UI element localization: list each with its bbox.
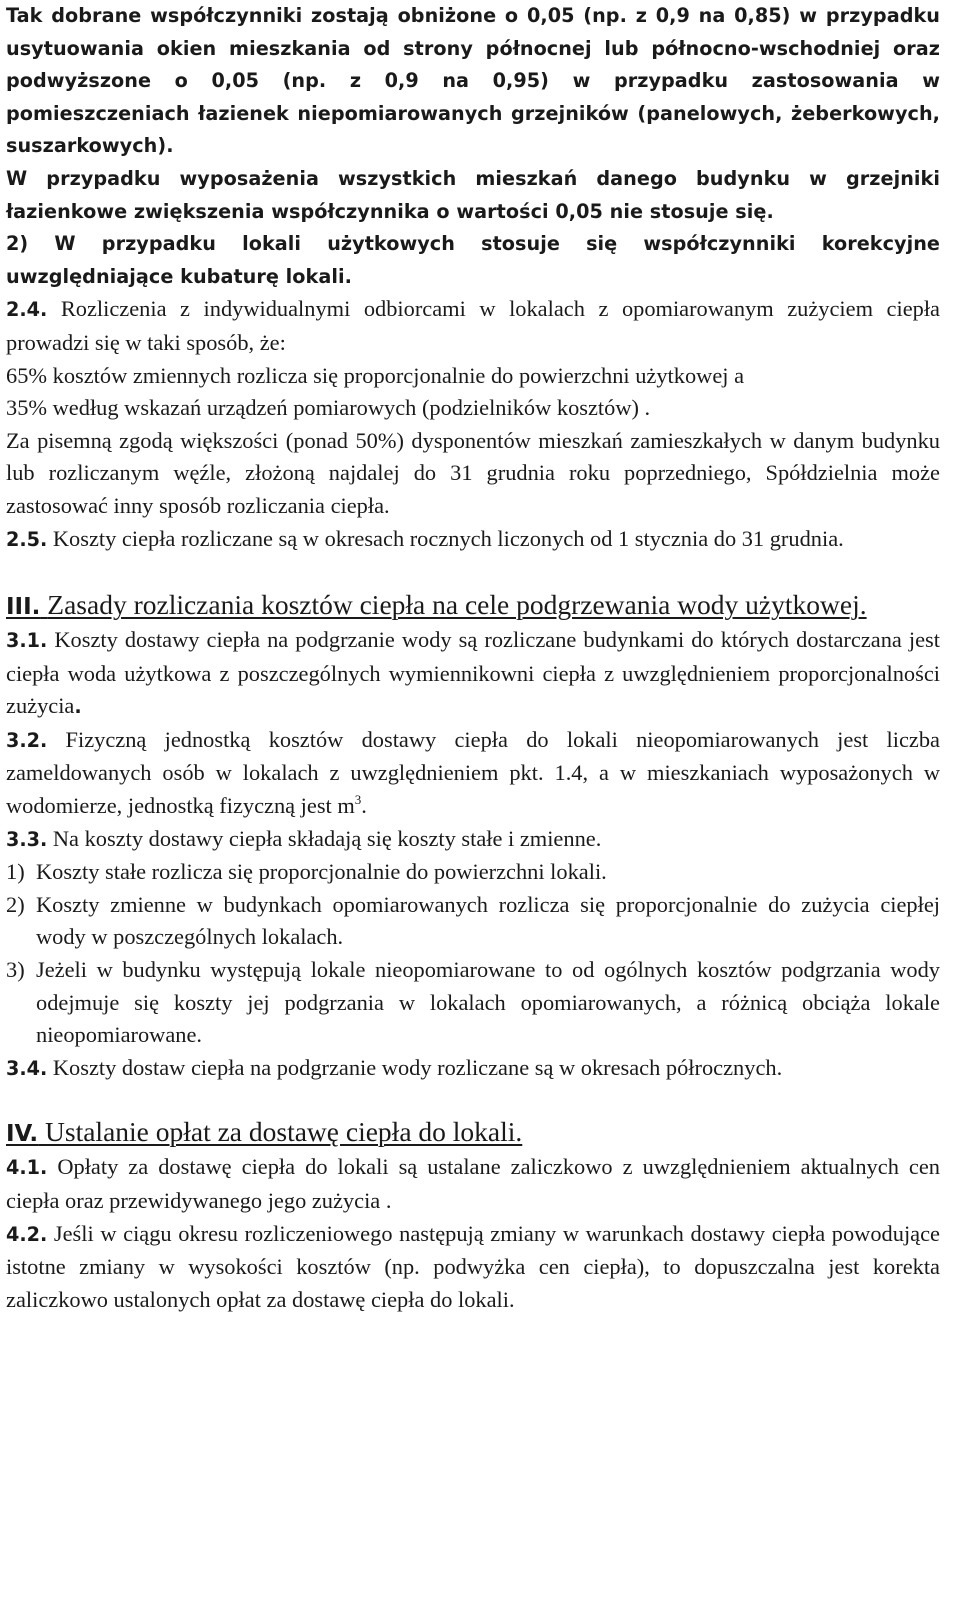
section-3-4-text: Koszty dostaw ciepła na podgrzanie wody rozliczane są w okresach półrocznych. [52, 1054, 783, 1080]
section-2-4 [6, 293, 940, 359]
section-3-3-text: Na koszty dostawy ciepła składają się koszty stałe i zmienne. [52, 825, 602, 851]
list-item-text: Jeżeli w budynku występują lokale nieopomiarowane to od ogólnych kosztów podgrzania wody odejmuje się koszty jej podgrzania w lokalach opomiarowanych, a różnicą obciąża lokale nieopomiarowane. [36, 957, 940, 1048]
section-3-number: III. [6, 594, 41, 621]
section-3-2-text: Fizyczną jednostką kosztów dostawy ciepła do lokali nieopomiarowanych jest liczba zameldowanych osób w lokalach z uwzględnieniem pkt. 1.4, a w mieszkaniach wyposażonych w wodomierze, jednostką fizyczną jest m [6, 726, 940, 819]
section-3-1-end: . [74, 695, 82, 719]
list-item-marker: 3) [6, 957, 25, 983]
section-4-number: IV. [6, 1121, 39, 1148]
section-3-1-number: 3.1. [6, 629, 48, 653]
section-2-5 [6, 523, 940, 557]
section-4-title: Ustalanie opłat za dostawę ciepła do lokali. [45, 1116, 523, 1148]
list-item-marker: 1) [6, 859, 25, 885]
list-item-marker: 2) [6, 891, 25, 917]
section-3-4 [6, 1052, 940, 1086]
list-item-text: Koszty stałe rozlicza się proporcjonalnie do powierzchni lokali. [36, 859, 607, 885]
section-3-2-superscript: 3 [354, 792, 362, 808]
document-page [6, 0, 940, 1316]
list-item [6, 954, 940, 1052]
section-3-1-text: Koszty dostawy ciepła na podgrzanie wody są rozliczane budynkami do których dostarczana jest ciepła woda użytkowa z poszczególnych wymiennikowni ciepła z uwzględnieniem proporcjonalności zużycia [6, 627, 940, 719]
section-4-2-text: Jeśli w ciągu okresu rozliczeniowego następują zmiany w warunkach dostawy ciepła powodujące istotne zmiany w wysokości kosztów (np. podwyżka cen ciepła), to dopuszczalna jest korekta zaliczkowo ustalonych opłat za dostawę ciepła do lokali. [6, 1220, 940, 1312]
section-3-2-end: . [361, 793, 367, 819]
section-2-5-number: 2.5. [6, 527, 48, 551]
section-2-5-text: Koszty ciepła rozliczane są w okresach rocznych liczonych od 1 stycznia do 31 grudnia. [52, 525, 844, 551]
spacer [6, 556, 940, 588]
section-3-heading [6, 588, 940, 624]
section-3-3-number: 3.3. [6, 827, 48, 851]
intro-paragraph-bathroom-radiators: W przypadku wyposażenia wszystkich mieszkań danego budynku w grzejniki łazienkowe zwiększenia współczynnika o wartości 0,05 nie stosuje się. [6, 166, 940, 223]
section-3-3 [6, 823, 940, 857]
section-3-title: Zasady rozliczania kosztów ciepła na cele podgrzewania wody użytkowej. [47, 589, 867, 621]
section-3-2-number: 3.2. [6, 728, 48, 752]
section-2-4-text: Rozliczenia z indywidualnymi odbiorcami w lokalach z opomiarowanym zużyciem ciepła prowadzi się w taki sposób, że: [6, 296, 940, 355]
section-4-2 [6, 1218, 940, 1317]
intro-paragraph-coefficients: Tak dobrane współczynniki zostają obniżone o 0,05 (np. z 0,9 na 0,85) w przypadku usytuowania okien mieszkania od strony północnej lub północno-wschodniej oraz podwyższone o 0,05 (np. z 0,9 na 0,95) w przypadku zastosowania w pomieszczeniach łazienek niepomiarowanych grzejników (panelowych, żeberkowych, suszarkowych). [6, 4, 940, 158]
section-3-3-list [6, 856, 940, 1052]
section-3-1 [6, 624, 940, 724]
list-item-text: Koszty zmienne w budynkach opomiarowanych rozlicza się proporcjonalnie do zużycia ciepłej wody w poszczególnych lokalach. [36, 891, 940, 950]
section-2-4-variable-costs: 65% kosztów zmiennych rozlicza się proporcjonalnie do powierzchni użytkowej a [6, 362, 745, 388]
section-2-4-meter-costs: 35% według wskazań urządzeń pomiarowych (podzielników kosztów) . [6, 395, 651, 421]
section-3-4-number: 3.4. [6, 1056, 48, 1080]
section-4-1 [6, 1151, 940, 1217]
section-2-4-number: 2.4. [6, 298, 48, 322]
intro-paragraph-commercial-premises: 2) W przypadku lokali użytkowych stosuje się współczynniki korekcyjne uwzględniające kubaturę lokali. [6, 232, 940, 288]
list-item [6, 889, 940, 954]
list-item [6, 856, 940, 889]
spacer [6, 1085, 940, 1115]
section-4-2-number: 4.2. [6, 1222, 48, 1246]
section-4-1-text: Opłaty za dostawę ciepła do lokali są ustalane zaliczkowo z uwzględnieniem aktualnych cen ciepła oraz przewidywanego jego zużycia . [6, 1154, 940, 1213]
section-2-4-written-consent: Za pisemną zgodą większości (ponad 50%) dysponentów mieszkań zamieszkałych w danym budynku lub rozliczanym węźle, złożoną najdalej do 31 grudnia roku poprzedniego, Spółdzielnia może zastosować inny sposób rozliczania ciepła. [6, 427, 940, 518]
section-4-heading [6, 1115, 940, 1151]
section-3-2 [6, 724, 940, 823]
section-4-1-number: 4.1. [6, 1156, 48, 1180]
